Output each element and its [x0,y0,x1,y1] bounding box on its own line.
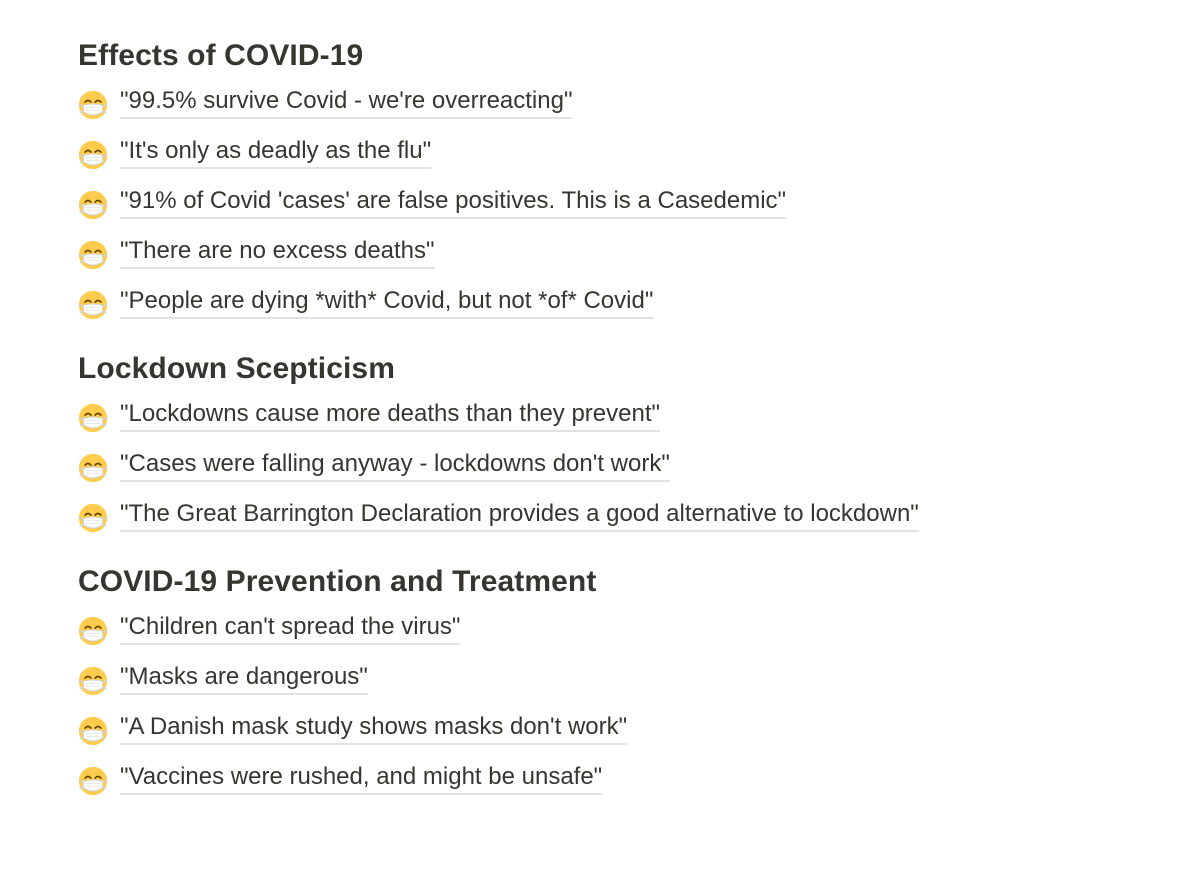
page-link[interactable]: "People are dying *with* Covid, but not *of* Covid" [120,286,653,319]
list-item [78,706,1178,756]
face-with-medical-mask-icon [78,616,108,646]
section-prevention-and-treatment [78,562,1178,806]
list-item [78,606,1178,656]
section-heading: COVID-19 Prevention and Treatment [78,565,597,598]
list-item [78,756,1178,806]
page-link[interactable]: "Vaccines were rushed, and might be unsafe" [120,762,602,795]
list-item [78,80,1178,130]
list-item [78,230,1178,280]
section-lockdown-scepticism [78,349,1178,543]
face-with-medical-mask-icon [78,290,108,320]
section-effects-of-covid [78,36,1178,330]
page-link[interactable]: "Masks are dangerous" [120,662,368,695]
page-link[interactable]: "It's only as deadly as the flu" [120,136,431,169]
list-item [78,180,1178,230]
face-with-medical-mask-icon [78,666,108,696]
face-with-medical-mask-icon [78,240,108,270]
page-content [78,36,1178,806]
face-with-medical-mask-icon [78,140,108,170]
page-link[interactable]: "The Great Barrington Declaration provides a good alternative to lockdown" [120,499,919,532]
list-item [78,443,1178,493]
face-with-medical-mask-icon [78,716,108,746]
face-with-medical-mask-icon [78,90,108,120]
page-link[interactable]: "Cases were falling anyway - lockdowns don't work" [120,449,670,482]
list-item [78,656,1178,706]
face-with-medical-mask-icon [78,503,108,533]
list-item [78,393,1178,443]
list-item [78,280,1178,330]
face-with-medical-mask-icon [78,190,108,220]
list-item [78,130,1178,180]
face-with-medical-mask-icon [78,766,108,796]
page-link[interactable]: "Children can't spread the virus" [120,612,460,645]
list-item [78,493,1178,543]
page-link[interactable]: "A Danish mask study shows masks don't work" [120,712,627,745]
page-link[interactable]: "Lockdowns cause more deaths than they prevent" [120,399,660,432]
page-link[interactable]: "99.5% survive Covid - we're overreacting" [120,86,572,119]
face-with-medical-mask-icon [78,453,108,483]
face-with-medical-mask-icon [78,403,108,433]
section-heading: Lockdown Scepticism [78,352,395,385]
page-link[interactable]: "91% of Covid 'cases' are false positives. This is a Casedemic" [120,186,786,219]
page-link[interactable]: "There are no excess deaths" [120,236,435,269]
section-heading: Effects of COVID-19 [78,39,364,72]
